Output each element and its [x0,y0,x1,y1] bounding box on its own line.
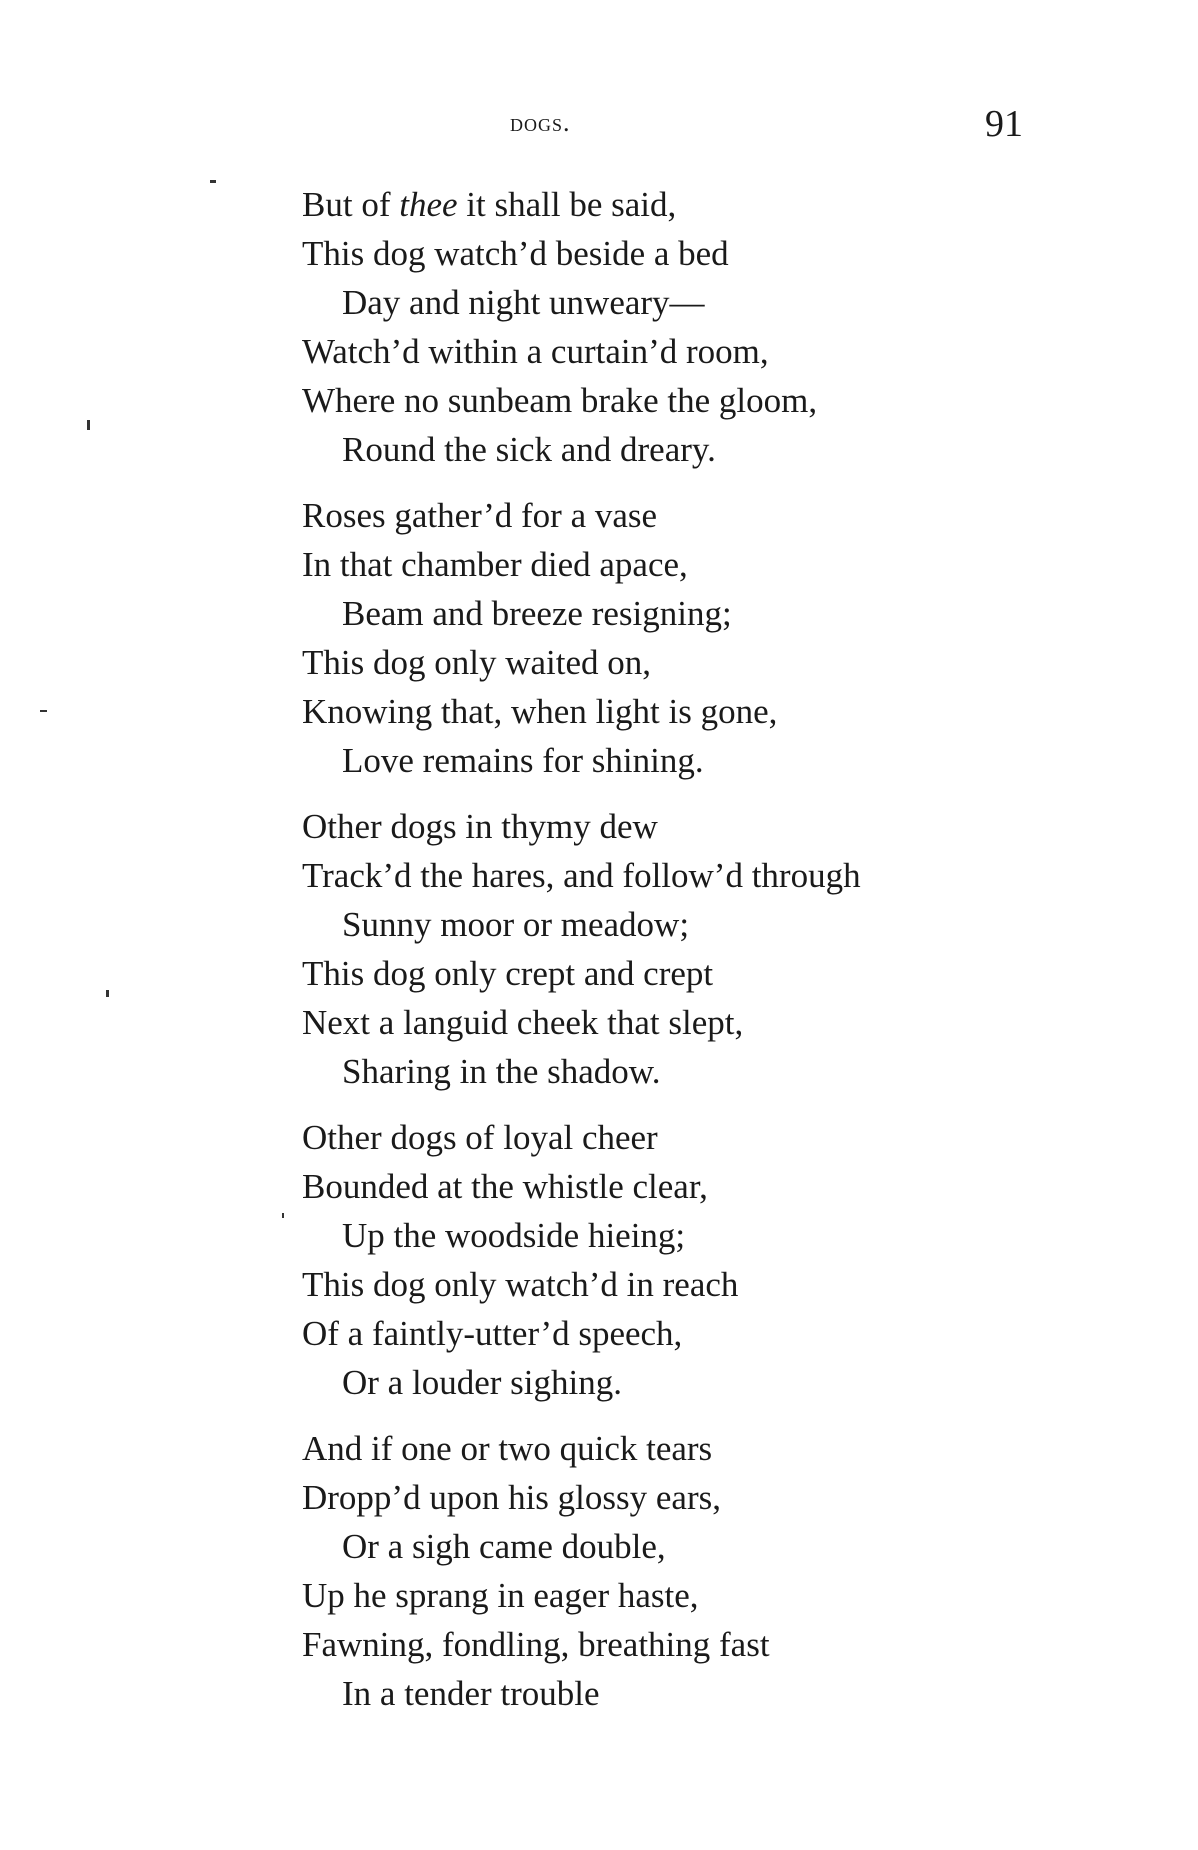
line-text: Other dogs of loyal cheer [302,1118,658,1157]
line-text: Watch’d within a curtain’d room, [302,332,769,371]
poem-line [302,589,1162,638]
poem-line [302,1473,1162,1522]
line-text: Where no sunbeam brake the gloom, [302,381,818,420]
poem-line [302,998,1162,1047]
line-text: This dog only waited on, [302,643,651,682]
poem-line [302,687,1162,736]
poem-line [302,851,1162,900]
poem-line [302,278,1162,327]
line-text: Day and night unweary— [342,283,705,322]
poem-line [302,1047,1162,1096]
line-text: And if one or two quick tears [302,1429,713,1468]
poem-line [302,1260,1162,1309]
line-text: Dropp’d upon his glossy ears, [302,1478,721,1517]
running-title: dogs. [510,108,571,137]
stanza [302,1113,1162,1407]
margin-speck [106,990,109,997]
margin-speck [40,710,47,712]
margin-speck [210,180,216,183]
poem-line [302,1309,1162,1358]
stanza [302,491,1162,785]
poem-line [302,1571,1162,1620]
line-text: This dog only crept and crept [302,954,714,993]
poem-line [302,376,1162,425]
poem-line [302,180,1162,229]
italic-word: thee [399,185,458,224]
poem-line [302,1162,1162,1211]
poem-line [302,1669,1162,1718]
line-text: Sunny moor or meadow; [342,905,690,944]
poem-line [302,1620,1162,1669]
line-text: This dog only watch’d in reach [302,1265,739,1304]
line-text: Other dogs in thymy dew [302,807,658,846]
line-text: In that chamber died apace, [302,545,688,584]
poem-line [302,1113,1162,1162]
line-text: Knowing that, when light is gone, [302,692,778,731]
line-text: But of [302,185,400,224]
line-text: Round the sick and dreary. [342,430,716,469]
poem-line [302,425,1162,474]
line-text: Or a sigh came double, [342,1527,666,1566]
poem-line [302,1211,1162,1260]
stanza [302,802,1162,1096]
line-text: Of a faintly-utter’d speech, [302,1314,683,1353]
poem-line [302,949,1162,998]
poem-line [302,327,1162,376]
line-text: Up the woodside hieing; [342,1216,686,1255]
line-text: Roses gather’d for a vase [302,496,658,535]
poem-line [302,802,1162,851]
stanza [302,1424,1162,1718]
poem-line [302,900,1162,949]
poem-line [302,736,1162,785]
poem-line [302,229,1162,278]
poem-line [302,1424,1162,1473]
page-number: 91 [985,103,1023,145]
poem-line [302,1358,1162,1407]
poem-body [302,180,1162,1735]
line-text: This dog watch’d beside a bed [302,234,729,273]
line-text: In a tender trouble [342,1674,600,1713]
line-text: Beam and breeze resigning; [342,594,732,633]
line-text: Up he sprang in eager haste, [302,1576,699,1615]
margin-speck [87,420,90,430]
line-text: Bounded at the whistle clear, [302,1167,708,1206]
poem-line [302,1522,1162,1571]
poem-line [302,638,1162,687]
poem-line [302,491,1162,540]
line-text: Next a languid cheek that slept, [302,1003,744,1042]
line-text: Fawning, fondling, breathing fast [302,1625,770,1664]
line-text: Love remains for shining. [342,741,704,780]
poem-line [302,540,1162,589]
margin-speck [282,1213,284,1218]
line-text: Track’d the hares, and follow’d through [302,856,861,895]
line-text: it shall be said, [457,185,677,224]
line-text: Sharing in the shadow. [342,1052,661,1091]
line-text: Or a louder sighing. [342,1363,622,1402]
stanza [302,180,1162,474]
